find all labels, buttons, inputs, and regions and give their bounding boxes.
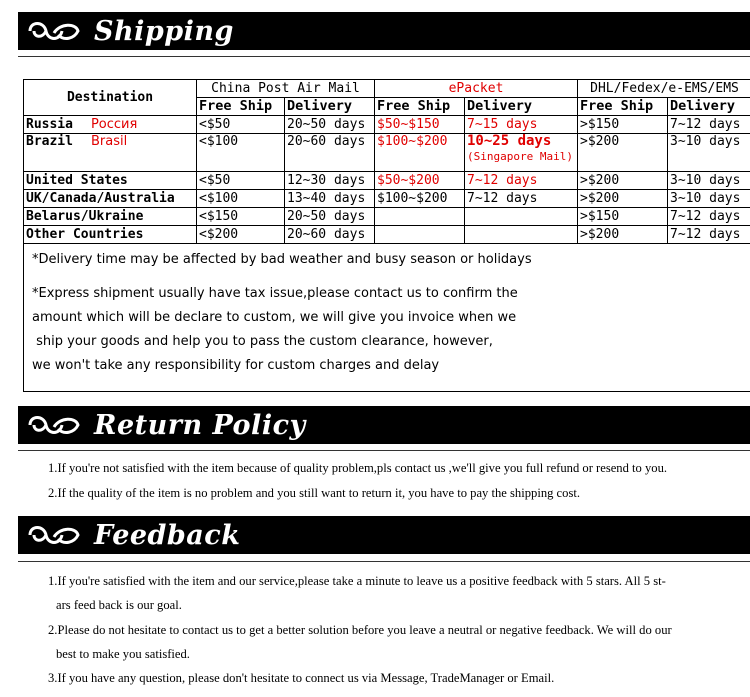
divider: [18, 561, 750, 562]
divider: [18, 56, 750, 57]
table-row: [24, 208, 750, 226]
note-line: we won't take any responsibility for custom charges and delay: [32, 358, 440, 373]
cell: <$150: [197, 208, 285, 226]
cell: 3~10 days: [668, 172, 750, 190]
cell: 3~10 days: [668, 190, 750, 208]
swirl-logo-icon: [24, 519, 84, 551]
destination-cell: UK/Canada/Australia: [24, 190, 197, 208]
note-line: *Express shipment usually have tax issue,please contact us to confirm the: [32, 286, 518, 301]
feedback-title: Feedback: [94, 519, 241, 551]
cell: 20~60 days: [285, 134, 375, 172]
sub-header: Free Ship: [197, 98, 285, 116]
cell: 7~12 days: [668, 226, 750, 244]
sub-header: Free Ship: [375, 98, 465, 116]
cell: $50~$150: [375, 116, 465, 134]
cell: [465, 208, 578, 226]
table-row: [24, 116, 750, 134]
note-line: ship your goods and help you to pass the custom clearance, however,: [32, 334, 493, 349]
feedback-item: ars feed back is our goal.: [56, 598, 182, 612]
sub-header: Delivery: [465, 98, 578, 116]
return-policy-item: 2.If the quality of the item is no problem and you still want to return it, you have to pay the shipping cost.: [48, 486, 580, 500]
feedback-item: 2.Please do not hesitate to contact us to get a better solution before you leave a neutral or negative feedback. We will do our: [48, 623, 672, 637]
cell: $100~$200: [375, 190, 465, 208]
feedback-item: 1.If you're satisfied with the item and our service,please take a minute to leave us a positive feedback with 5 stars. All 5 st-: [48, 574, 666, 588]
cell: <$100: [197, 134, 285, 172]
return-policy-banner: [18, 406, 750, 444]
shipping-title: Shipping: [94, 15, 234, 47]
shipping-banner: [18, 12, 750, 50]
cell: <$100: [197, 190, 285, 208]
cell: 13~40 days: [285, 190, 375, 208]
cell: 7~12 days: [668, 116, 750, 134]
cell: 7~12 days: [465, 172, 578, 190]
shipping-table: [23, 79, 750, 244]
cell: 3~10 days: [668, 134, 750, 172]
destination-cell: Belarus/Ukraine: [24, 208, 197, 226]
return-policy-title: Return Policy: [94, 409, 306, 441]
return-policy-item: 1.If you're not satisfied with the item because of quality problem,pls contact us ,we'll give you full refund or resend to you.: [48, 461, 668, 475]
cell: 20~50 days: [285, 208, 375, 226]
cell: [375, 208, 465, 226]
cell: $50~$200: [375, 172, 465, 190]
cell: <$200: [197, 226, 285, 244]
cell: 12~30 days: [285, 172, 375, 190]
cell: >$200: [578, 226, 668, 244]
table-row: [24, 172, 750, 190]
cell: 7~12 days: [465, 190, 578, 208]
destination-cell: Brazil Brasil: [24, 134, 197, 172]
group-china-post: China Post Air Mail: [197, 80, 375, 98]
note-line: amount which will be declare to custom, we will give you invoice when we: [32, 310, 517, 325]
cell: 10~25 days (Singapore Mail): [465, 134, 578, 172]
note-line: *Delivery time may be affected by bad weather and busy season or holidays: [32, 252, 532, 267]
cell: 20~60 days: [285, 226, 375, 244]
group-epacket: ePacket: [375, 80, 578, 98]
feedback-item: 3.If you have any question, please don't hesitate to connect us via Message, TradeManager or Email.: [48, 671, 555, 685]
feedback-item: best to make you satisfied.: [56, 647, 190, 661]
sub-header: Free Ship: [578, 98, 668, 116]
divider: [18, 450, 750, 451]
swirl-logo-icon: [24, 409, 84, 441]
feedback-banner: [18, 516, 750, 554]
cell: <$50: [197, 116, 285, 134]
cell: 7~15 days: [465, 116, 578, 134]
cell: 7~12 days: [668, 208, 750, 226]
destination-header: Destination: [24, 80, 197, 116]
destination-cell: Russia Россия: [24, 116, 197, 134]
cell: >$200: [578, 172, 668, 190]
swirl-logo-icon: [24, 15, 84, 47]
cell: <$50: [197, 172, 285, 190]
sub-header: Delivery: [285, 98, 375, 116]
table-row: [24, 134, 750, 172]
cell: >$150: [578, 208, 668, 226]
cell: >$200: [578, 134, 668, 172]
cell: 20~50 days: [285, 116, 375, 134]
destination-cell: Other Countries: [24, 226, 197, 244]
cell: >$150: [578, 116, 668, 134]
shipping-notes: [23, 241, 750, 392]
table-row: [24, 190, 750, 208]
sub-header: Delivery: [668, 98, 750, 116]
group-express: DHL/Fedex/e-EMS/EMS: [578, 80, 750, 98]
destination-cell: United States: [24, 172, 197, 190]
cell: >$200: [578, 190, 668, 208]
cell: $100~$200: [375, 134, 465, 172]
